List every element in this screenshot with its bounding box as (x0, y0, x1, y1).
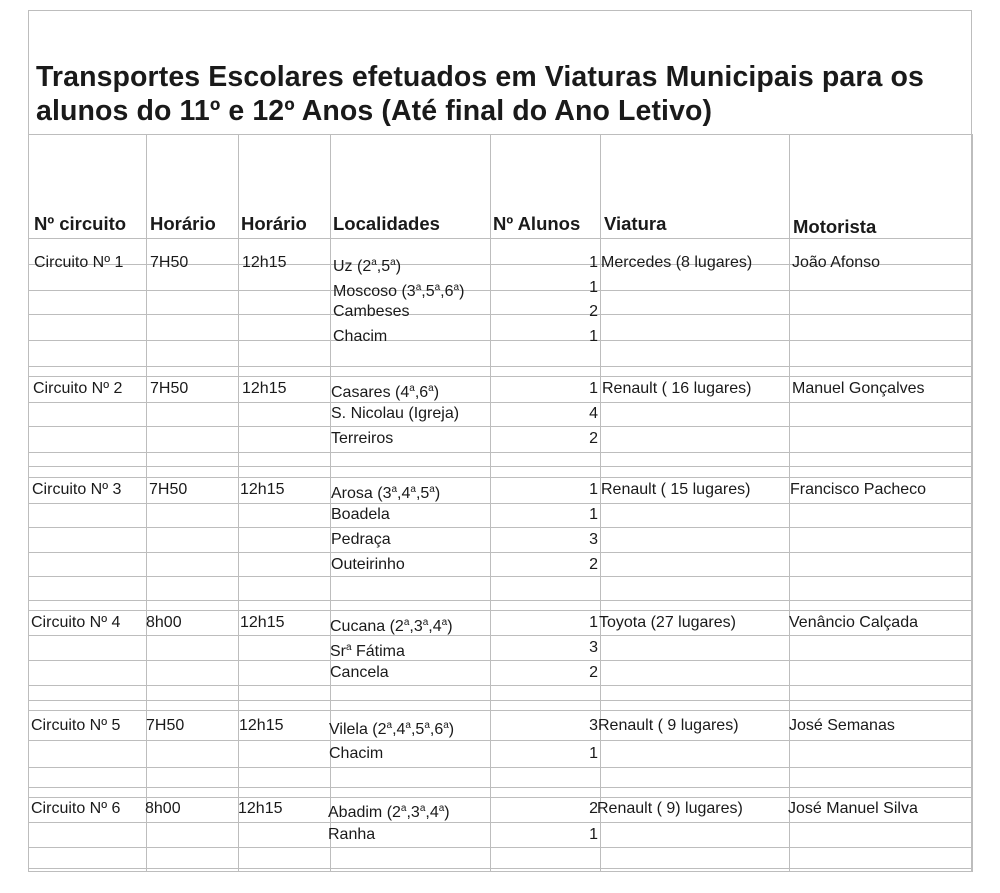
alunos-count: 1 (589, 254, 598, 271)
viatura-cell: Renault ( 16 lugares) (602, 380, 752, 397)
alunos-count: 2 (589, 800, 598, 817)
horario-saida: 12h15 (242, 254, 287, 271)
viatura-cell: Renault ( 15 lugares) (601, 481, 751, 498)
circuit-name: Circuito Nº 3 (32, 481, 122, 498)
localidade-cell: Boadela (331, 506, 390, 523)
localidade-cell: Cambeses (333, 303, 410, 320)
circuit-name: Circuito Nº 2 (33, 380, 123, 397)
horario-saida: 12h15 (238, 800, 283, 817)
localidade-cell: Abadim (2$^a$,3$^a$,4$^a$) (328, 803, 450, 821)
localidade-cell: Chacim (333, 328, 388, 345)
document-title: Transportes Escolares efetuados em Viaturas Municipais para os alunos do 11º e 12º Anos (Até final do Ano Letivo) (36, 61, 924, 127)
viatura-cell: Renault ( 9 lugares) (598, 717, 739, 734)
motorista-cell: João Afonso (792, 254, 881, 271)
horario-entrada: 7H50 (149, 481, 188, 498)
horario-entrada: 7H50 (150, 254, 189, 271)
alunos-count: 4 (589, 405, 598, 422)
alunos-count: 1 (589, 481, 598, 498)
circuit-name: Circuito Nº 6 (31, 800, 121, 817)
alunos-count: 2 (589, 303, 598, 320)
horario-entrada: 8h00 (146, 614, 182, 631)
viatura-cell: Mercedes (8 lugares) (601, 254, 753, 271)
alunos-count: 1 (589, 380, 598, 397)
header-localidades: Localidades (333, 213, 440, 234)
localidade-cell: Arosa (3$^a$,4$^a$,5$^a$) (331, 484, 441, 502)
localidade-cell: Cucana (2$^a$,3$^a$,4$^a$) (330, 617, 453, 635)
localidade-cell: Uz (2$^a$,5$^a$) (333, 257, 402, 275)
alunos-count: 1 (589, 614, 598, 631)
localidade-cell: Cancela (330, 664, 389, 681)
alunos-count: 1 (589, 328, 598, 345)
circuit-name: Circuito Nº 4 (31, 614, 121, 631)
header-circuito: Nº circuito (34, 213, 127, 234)
localidade-cell: Casares (4$^a$,6$^a$) (331, 383, 440, 401)
alunos-count: 2 (589, 430, 598, 447)
alunos-count: 1 (589, 506, 598, 523)
alunos-count: 3 (589, 531, 598, 548)
horario-saida: 12h15 (240, 614, 285, 631)
motorista-cell: Manuel Gonçalves (792, 380, 925, 397)
circuit-name: Circuito Nº 1 (34, 254, 124, 271)
localidade-cell: S. Nicolau (Igreja) (331, 405, 460, 422)
alunos-count: 2 (589, 556, 598, 573)
localidade-cell: Vilela (2$^a$,4$^a$,5$^a$,6$^a$) (329, 720, 455, 738)
header-horario-entrada: Horário (150, 213, 216, 234)
alunos-count: 2 (589, 664, 598, 681)
header-viatura: Viatura (604, 213, 667, 234)
motorista-cell: Francisco Pacheco (790, 481, 927, 498)
horario-saida: 12h15 (240, 481, 285, 498)
horario-saida: 12h15 (242, 380, 287, 397)
horario-entrada: 8h00 (145, 800, 181, 817)
localidade-cell: Terreiros (331, 430, 394, 447)
localidade-cell: Pedraça (331, 531, 391, 548)
horario-entrada: 7H50 (150, 380, 189, 397)
motorista-cell: José Semanas (789, 717, 895, 734)
header-alunos: Nº Alunos (493, 213, 581, 234)
localidade-cell: Moscoso (3$^a$,5$^a$,6$^a$) (333, 282, 465, 300)
localidade-cell: Sr$^a$ Fátima (330, 642, 405, 660)
alunos-count: 1 (589, 745, 598, 762)
horario-saida: 12h15 (239, 717, 284, 734)
localidade-cell: Outeirinho (331, 556, 405, 573)
horario-entrada: 7H50 (146, 717, 185, 734)
alunos-count: 1 (589, 279, 598, 296)
motorista-cell: José Manuel Silva (788, 800, 918, 817)
motorista-cell: Venâncio Calçada (789, 614, 918, 631)
alunos-count: 3 (589, 717, 598, 734)
localidade-cell: Ranha (328, 826, 376, 843)
header-horario-saida: Horário (241, 213, 307, 234)
viatura-cell: Renault ( 9) lugares) (597, 800, 743, 817)
circuit-name: Circuito Nº 5 (31, 717, 121, 734)
alunos-count: 3 (589, 639, 598, 656)
localidade-cell: Chacim (329, 745, 384, 762)
alunos-count: 1 (589, 826, 598, 843)
header-motorista: Motorista (793, 216, 877, 237)
viatura-cell: Toyota (27 lugares) (599, 614, 736, 631)
